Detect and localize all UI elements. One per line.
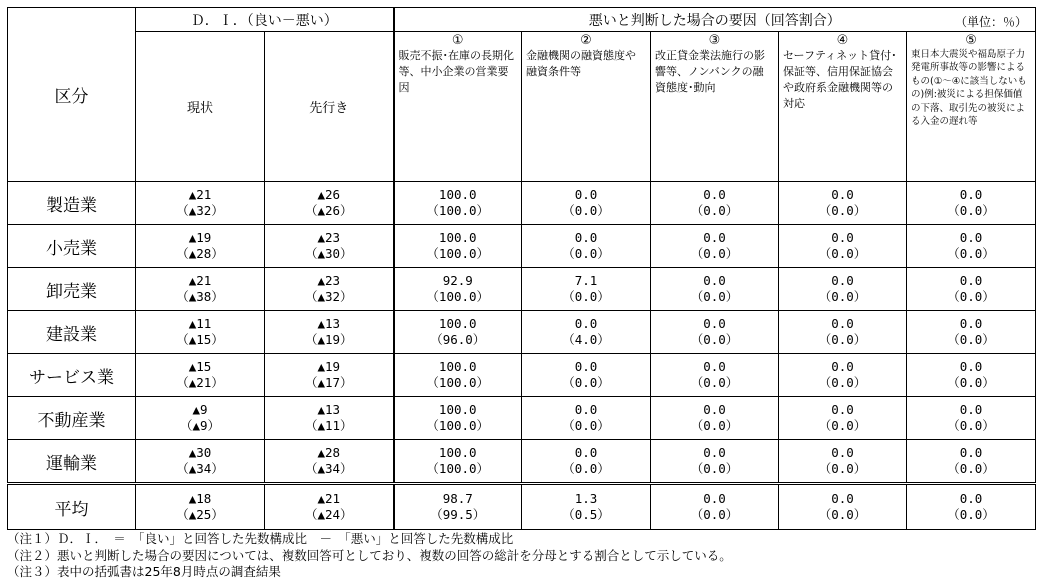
reason-2-cell-previous: （0.0） — [562, 203, 610, 218]
di-current-cell — [136, 440, 265, 484]
reason-header-4 — [779, 32, 907, 182]
reason-4-cell-previous: （0.0） — [818, 246, 867, 261]
di-future-cell-current: ▲23 — [317, 273, 341, 288]
reason-5-cell — [907, 484, 1036, 530]
reason-text: セーフティネット貸付･保証等、信用保証協会や政府系金融機関等の対応 — [783, 49, 897, 110]
reason-3-cell — [651, 354, 779, 397]
reason-5-cell-previous: （0.0） — [947, 418, 995, 433]
note-2: （注２）悪いと判断した場合の要因については、複数回答可としており、複数の回答の総計を分母とする割合として示している。 — [7, 547, 732, 563]
di-current-cell — [136, 354, 265, 397]
di-current-cell-current: ▲11 — [188, 316, 212, 331]
reason-1-cell — [394, 440, 522, 484]
reason-3-cell-current: 0.0 — [703, 273, 726, 288]
reason-3-cell-previous: （0.0） — [690, 203, 739, 218]
reason-1-cell-previous: （99.5） — [430, 507, 486, 522]
reason-3-cell-current: 0.0 — [703, 187, 726, 202]
reason-1-cell-previous: （100.0） — [426, 203, 490, 218]
di-future-cell-current: ▲28 — [317, 445, 341, 460]
table-row — [8, 397, 1036, 440]
reason-1-cell — [394, 484, 522, 530]
di-future-cell-previous: （▲17） — [304, 375, 353, 390]
reason-4-cell — [779, 440, 907, 484]
table-row — [8, 311, 1036, 354]
di-current-cell-previous: （▲34） — [176, 461, 224, 476]
reason-5-cell — [907, 268, 1036, 311]
reason-3-cell-previous: （0.0） — [690, 418, 739, 433]
note-1: （注１）Ｄ．Ｉ． ＝ 「良い」と回答した先数構成比 － 「悪い」と回答した先数構成比 — [7, 531, 514, 546]
reason-2-cell-current: 0.0 — [574, 402, 598, 417]
reason-2-cell — [522, 182, 651, 225]
header-reason-title — [394, 8, 1036, 32]
reason-4-cell — [779, 484, 907, 530]
reason-4-cell-current: 0.0 — [831, 445, 854, 460]
reason-4-cell — [779, 182, 907, 225]
reason-number: ⑤ — [965, 33, 977, 48]
reason-3-cell-previous: （0.0） — [690, 289, 739, 304]
reason-4-cell-previous: （0.0） — [818, 375, 867, 390]
reason-2-cell — [522, 440, 651, 484]
reason-5-cell-previous: （0.0） — [947, 507, 995, 522]
reason-header-5 — [907, 32, 1036, 182]
reason-3-cell — [651, 397, 779, 440]
row-label: 運輸業 — [8, 440, 136, 484]
di-future-cell — [265, 311, 394, 354]
di-current-cell-previous: （▲9） — [179, 418, 221, 433]
reason-1-cell — [394, 225, 522, 268]
di-future-cell-current: ▲21 — [317, 491, 341, 506]
reason-2-cell-previous: （0.0） — [562, 289, 610, 304]
reason-2-cell — [522, 311, 651, 354]
reason-3-cell-previous: （0.0） — [690, 507, 739, 522]
reason-5-cell-previous: （0.0） — [947, 246, 995, 261]
reason-5-cell — [907, 440, 1036, 484]
reason-5-cell-previous: （0.0） — [947, 332, 995, 347]
reason-1-cell — [394, 397, 522, 440]
di-future-cell-previous: （▲19） — [304, 332, 353, 347]
reason-4-cell-previous: （0.0） — [818, 418, 867, 433]
di-current-cell-previous: （▲32） — [176, 203, 224, 218]
reason-2-cell-previous: （0.0） — [562, 246, 610, 261]
reason-4-cell-previous: （0.0） — [818, 461, 867, 476]
row-label: 不動産業 — [8, 397, 136, 440]
reason-1-cell-current: 100.0 — [438, 402, 477, 417]
reason-1-cell — [394, 311, 522, 354]
table-row — [8, 182, 1036, 225]
reason-4-cell — [779, 311, 907, 354]
reason-2-cell — [522, 354, 651, 397]
reason-2-cell-current: 0.0 — [574, 359, 598, 374]
di-future-cell-previous: （▲11） — [304, 418, 353, 433]
di-current-cell — [136, 182, 265, 225]
reason-1-cell — [394, 182, 522, 225]
reason-2-cell-previous: （0.5） — [562, 507, 610, 522]
reason-5-cell — [907, 354, 1036, 397]
di-current-cell-current: ▲21 — [188, 187, 212, 202]
di-table — [7, 7, 1036, 530]
reason-2-cell-previous: （0.0） — [562, 375, 610, 390]
reason-1-cell-current: 100.0 — [438, 359, 477, 374]
reason-5-cell-current: 0.0 — [959, 445, 983, 460]
di-future-cell-previous: （▲30） — [304, 246, 353, 261]
table-row — [8, 440, 1036, 484]
table-row — [8, 354, 1036, 397]
reason-3-cell-current: 0.0 — [703, 445, 726, 460]
reason-number: ④ — [836, 33, 849, 48]
di-future-cell-previous: （▲26） — [304, 203, 353, 218]
reason-5-cell-previous: （0.0） — [947, 203, 995, 218]
di-current-cell — [136, 268, 265, 311]
reason-5-cell-previous: （0.0） — [947, 289, 995, 304]
reason-4-cell-current: 0.0 — [831, 230, 854, 245]
reason-2-cell-current: 7.1 — [574, 273, 598, 288]
reason-4-cell-previous: （0.0） — [818, 289, 867, 304]
reason-2-cell — [522, 397, 651, 440]
reason-2-cell — [522, 225, 651, 268]
reason-3-cell-current: 0.0 — [703, 316, 726, 331]
header-di-current: 現状 — [136, 32, 265, 182]
reason-3-cell — [651, 311, 779, 354]
di-future-cell-previous: （▲34） — [304, 461, 353, 476]
reason-2-cell-previous: （4.0） — [562, 332, 610, 347]
di-future-cell-current: ▲13 — [317, 402, 341, 417]
row-label: 卸売業 — [8, 268, 136, 311]
reason-3-cell-current: 0.0 — [703, 491, 726, 506]
di-current-cell-previous: （▲28） — [176, 246, 224, 261]
di-future-cell — [265, 440, 394, 484]
reason-1-cell-previous: （96.0） — [430, 332, 486, 347]
di-future-cell-current: ▲26 — [317, 187, 341, 202]
note-3: （注３）表中の括弧書は25年8月時点の調査結果 — [7, 564, 281, 579]
reason-2-cell-current: 0.0 — [574, 316, 598, 331]
di-current-cell-previous: （▲15） — [176, 332, 224, 347]
reason-3-cell-previous: （0.0） — [690, 246, 739, 261]
reason-4-cell-current: 0.0 — [831, 402, 854, 417]
reason-2-cell-current: 0.0 — [574, 445, 598, 460]
reason-text: 金融機関の融資態度や融資条件等 — [526, 49, 636, 78]
reason-3-cell — [651, 440, 779, 484]
reason-5-cell — [907, 311, 1036, 354]
row-label: サービス業 — [8, 354, 136, 397]
reason-1-cell-current: 100.0 — [438, 445, 477, 460]
di-current-cell-previous: （▲38） — [176, 289, 224, 304]
row-label: 小売業 — [8, 225, 136, 268]
reason-5-cell — [907, 182, 1036, 225]
reason-title-text: 悪いと判断した場合の要因（回答割合） — [588, 12, 841, 29]
di-future-cell — [265, 268, 394, 311]
reason-3-cell-previous: （0.0） — [690, 332, 739, 347]
reason-3-cell — [651, 225, 779, 268]
reason-5-cell-current: 0.0 — [959, 359, 983, 374]
reason-2-cell — [522, 484, 651, 530]
di-future-cell-previous: （▲32） — [304, 289, 353, 304]
notes — [7, 531, 732, 581]
di-future-cell — [265, 397, 394, 440]
reason-text: 販売不振･在庫の長期化等、中小企業の営業要因 — [398, 49, 514, 94]
reason-header-1 — [394, 32, 522, 182]
table-row — [8, 225, 1036, 268]
di-future-cell — [265, 484, 394, 530]
di-future-cell-current: ▲13 — [317, 316, 341, 331]
reason-4-cell-current: 0.0 — [831, 273, 854, 288]
reason-header-2 — [522, 32, 651, 182]
di-current-cell-previous: （▲25） — [176, 507, 224, 522]
reason-3-cell-previous: （0.0） — [690, 461, 739, 476]
reason-5-cell-previous: （0.0） — [947, 375, 995, 390]
reason-1-cell-previous: （100.0） — [426, 289, 490, 304]
reason-3-cell — [651, 268, 779, 311]
reason-4-cell — [779, 268, 907, 311]
reason-5-cell-current: 0.0 — [959, 316, 983, 331]
di-future-cell-current: ▲23 — [317, 230, 341, 245]
reason-number: ③ — [708, 33, 721, 48]
reason-1-cell-previous: （100.0） — [426, 461, 490, 476]
reason-1-cell-current: 100.0 — [438, 187, 477, 202]
row-label: 平均 — [8, 484, 136, 530]
row-label: 建設業 — [8, 311, 136, 354]
table-row — [8, 268, 1036, 311]
reason-text: 東日本大震災や福島原子力発電所事故等の影響によるもの(①～④に該当しないもの)例:被災による担保価値の下落、取引先の被災による入金の遅れ等 — [911, 49, 1027, 128]
reason-1-cell-previous: （100.0） — [426, 375, 490, 390]
reason-1-cell-current: 98.7 — [442, 491, 473, 506]
di-current-cell-current: ▲21 — [188, 273, 212, 288]
average-row — [8, 484, 1036, 530]
reason-4-cell-previous: （0.0） — [818, 507, 867, 522]
reason-5-cell-current: 0.0 — [959, 491, 983, 506]
reason-number: ② — [580, 33, 592, 48]
reason-2-cell-current: 0.0 — [574, 187, 598, 202]
reason-5-cell — [907, 225, 1036, 268]
unit-label: （単位：％） — [955, 15, 1028, 29]
reason-4-cell — [779, 225, 907, 268]
reason-1-cell-previous: （100.0） — [426, 246, 490, 261]
reason-2-cell-previous: （0.0） — [562, 461, 610, 476]
reason-2-cell — [522, 268, 651, 311]
reason-5-cell-current: 0.0 — [959, 230, 983, 245]
reason-3-cell-current: 0.0 — [703, 359, 726, 374]
reason-header-3 — [651, 32, 779, 182]
di-current-cell — [136, 311, 265, 354]
reason-4-cell-current: 0.0 — [831, 359, 854, 374]
di-future-cell-current: ▲19 — [317, 359, 341, 374]
reason-1-cell-previous: （100.0） — [426, 418, 490, 433]
reason-1-cell-current: 100.0 — [438, 230, 477, 245]
reason-1-cell — [394, 268, 522, 311]
di-current-cell — [136, 225, 265, 268]
reason-3-cell-current: 0.0 — [703, 230, 726, 245]
reason-2-cell-current: 1.3 — [574, 491, 598, 506]
di-future-cell-previous: （▲24） — [304, 507, 353, 522]
di-current-cell-current: ▲18 — [188, 491, 212, 506]
di-current-cell-current: ▲30 — [188, 445, 212, 460]
reason-4-cell-current: 0.0 — [831, 187, 854, 202]
di-current-cell-current: ▲19 — [188, 230, 212, 245]
reason-4-cell-current: 0.0 — [831, 491, 854, 506]
di-current-cell-current: ▲15 — [188, 359, 212, 374]
reason-5-cell-current: 0.0 — [959, 273, 983, 288]
header-di-title: Ｄ．Ｉ．（良い－悪い） — [136, 8, 394, 32]
header-kubun: 区分 — [8, 8, 136, 182]
reason-number: ① — [451, 33, 464, 48]
reason-1-cell-current: 100.0 — [438, 316, 477, 331]
row-label: 製造業 — [8, 182, 136, 225]
di-current-cell-current: ▲9 — [192, 402, 208, 417]
reason-4-cell-previous: （0.0） — [818, 203, 867, 218]
reason-4-cell — [779, 397, 907, 440]
reason-1-cell-current: 92.9 — [442, 273, 473, 288]
reason-4-cell-current: 0.0 — [831, 316, 854, 331]
di-future-cell — [265, 182, 394, 225]
reason-1-cell — [394, 354, 522, 397]
reason-5-cell-current: 0.0 — [959, 402, 983, 417]
reason-3-cell-previous: （0.0） — [690, 375, 739, 390]
header-di-future: 先行き — [265, 32, 394, 182]
di-current-cell-previous: （▲21） — [176, 375, 224, 390]
reason-3-cell-current: 0.0 — [703, 402, 726, 417]
reason-2-cell-previous: （0.0） — [562, 418, 610, 433]
reason-2-cell-current: 0.0 — [574, 230, 598, 245]
reason-4-cell — [779, 354, 907, 397]
reason-text: 改正貸金業法施行の影響等、ノンバンクの融資態度･動向 — [655, 49, 765, 94]
di-future-cell — [265, 225, 394, 268]
reason-4-cell-previous: （0.0） — [818, 332, 867, 347]
reason-3-cell — [651, 182, 779, 225]
di-current-cell — [136, 484, 265, 530]
di-current-cell — [136, 397, 265, 440]
reason-5-cell — [907, 397, 1036, 440]
reason-3-cell — [651, 484, 779, 530]
reason-5-cell-current: 0.0 — [959, 187, 983, 202]
reason-5-cell-previous: （0.0） — [947, 461, 995, 476]
di-future-cell — [265, 354, 394, 397]
